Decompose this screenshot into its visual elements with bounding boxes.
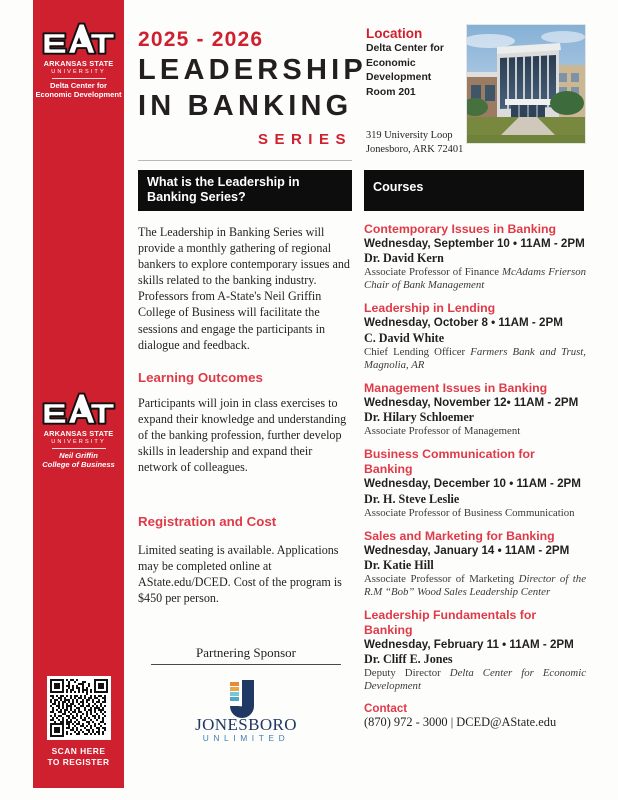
logo-divider [52, 78, 106, 79]
location-venue [366, 42, 462, 100]
course-item [364, 608, 586, 693]
contact-block [364, 702, 586, 730]
course-title: Leadership in Lending [364, 301, 496, 316]
page-title-line1: LEADERSHIP [138, 54, 367, 86]
astate-logo-icon [41, 392, 117, 426]
course-datetime: Wednesday, November 12• 11AM - 2PM [364, 395, 579, 409]
contact-heading: Contact [364, 702, 408, 716]
course-item [364, 529, 586, 599]
qr-caption [33, 746, 124, 767]
page-title-series: SERIES [257, 131, 352, 148]
courses-list [364, 222, 586, 730]
course-item [364, 447, 586, 519]
course-role-italic: McAdams Frierson Chair of Bank Management [364, 266, 586, 292]
course-role-plain: Deputy Director [364, 667, 450, 680]
course-speaker: C. David White [364, 330, 445, 345]
location-venue-line3: Room 201 [366, 86, 416, 98]
partnering-sponsor-heading: Partnering Sponsor [151, 645, 341, 665]
course-role [364, 667, 586, 693]
logo-divider [52, 448, 106, 449]
address-line1: 319 University Loop [366, 130, 453, 141]
course-item [364, 222, 586, 292]
course-title: Management Issues in Banking [364, 380, 548, 395]
address-line2: Jonesboro, ARK 72401 [366, 144, 464, 155]
course-title: Contemporary Issues in Banking [364, 222, 557, 236]
qr-code-icon[interactable] [47, 676, 111, 740]
course-speaker: Dr. Hilary Schloemer [364, 410, 475, 425]
course-role-plain: Associate Professor of Management [364, 425, 521, 438]
about-body-block [138, 224, 354, 353]
about-body: The Leadership in Banking Series will provide a monthly gathering of regional bankers to explore contemporary issues and skills related to the banking industry. Professors from A-State's Neil Griffin College of Business will facilitate the sessions and engage the participants in dialogue and feedback. [138, 225, 350, 352]
course-role-plain: Associate Professor of Finance [364, 266, 503, 279]
page-title-line2: IN BANKING [138, 90, 353, 122]
title-divider [138, 160, 352, 161]
location-heading: Location [366, 26, 423, 41]
course-role [364, 573, 586, 599]
svg-text:JONESBORO: JONESBORO [195, 715, 297, 734]
course-role-italic: Director of the R.M “Bob” Wood Sales Leadership Center [364, 573, 586, 599]
course-role-italic: Delta Center for Economic Development [364, 667, 586, 693]
course-role-plain: Associate Professor of Marketing [364, 573, 519, 586]
astate-dced-logo [33, 22, 124, 100]
course-speaker: Dr. Katie Hill [364, 558, 434, 573]
course-datetime: Wednesday, February 11 • 11AM - 2PM [364, 638, 574, 652]
registration-heading: Registration and Cost [138, 514, 277, 529]
course-role [364, 266, 586, 292]
delta-center-building-photo [466, 24, 586, 144]
course-speaker: Dr. David Kern [364, 251, 444, 266]
unit-name-line2: Economic Development [35, 90, 122, 100]
course-item [364, 301, 586, 371]
qr-caption-line2: TO REGISTER [47, 756, 110, 767]
learning-outcomes-block [138, 370, 354, 475]
college-name-line1: Neil Griffin [59, 451, 98, 460]
courses-section-header: Courses [364, 170, 584, 211]
course-role-italic: Farmers Bank and Trust, Magnolia, AR [364, 345, 586, 371]
course-title: Leadership Fundamentals for Banking [364, 608, 537, 638]
course-role [364, 425, 586, 438]
series-years: 2025 - 2026 [138, 28, 264, 51]
college-name-line2: College of Business [42, 460, 115, 470]
contact-details[interactable]: (870) 972 - 3000 | DCED@AState.edu [364, 715, 557, 730]
learning-outcomes-body: Participants will join in class exercises to expand their knowledge and understanding of the banking profession, further develop skills in leadership and expand their network of colleagues. [138, 396, 347, 475]
unit-name-line1: Delta Center for [50, 81, 107, 90]
course-title: Business Communication for Banking [364, 447, 535, 477]
jonesboro-unlimited-logo-icon [170, 676, 322, 744]
course-datetime: Wednesday, October 8 • 11AM - 2PM [364, 316, 563, 330]
registration-block [138, 514, 354, 606]
course-datetime: Wednesday, September 10 • 11AM - 2PM [364, 237, 585, 250]
register-qr-block[interactable] [33, 676, 124, 767]
university-name-line2: UNIVERSITY [51, 69, 106, 75]
university-name-line2: UNIVERSITY [51, 439, 106, 445]
qr-caption-line1: SCAN HERE [51, 746, 106, 756]
course-datetime: Wednesday, December 10 • 11AM - 2PM [364, 477, 581, 491]
astate-cob-logo [33, 392, 124, 470]
course-role [364, 507, 586, 520]
location-venue-line2: Economic Development [366, 57, 432, 84]
astate-logo-icon [41, 22, 117, 56]
university-name-line1: ARKANSAS STATE [43, 59, 114, 68]
course-datetime: Wednesday, January 14 • 11AM - 2PM [364, 543, 570, 557]
about-section-header: What is the Leadership in Banking Series? [138, 170, 352, 211]
location-venue-line1: Delta Center for [366, 43, 444, 54]
course-speaker: Dr. H. Steve Leslie [364, 491, 460, 506]
course-speaker: Dr. Cliff E. Jones [364, 652, 453, 667]
location-address [366, 129, 476, 157]
registration-body: Limited seating is available. Applications may be completed online at AState.edu/DCED. Cost of the program is $450 per person. [138, 543, 342, 606]
course-role-plain: Associate Professor of Business Communication [364, 506, 575, 519]
learning-outcomes-heading: Learning Outcomes [138, 370, 263, 385]
course-item [364, 381, 586, 438]
course-title: Sales and Marketing for Banking [364, 528, 555, 543]
course-role-plain: Chief Lending Officer [364, 345, 471, 358]
course-role [364, 346, 586, 372]
university-name-line1: ARKANSAS STATE [43, 429, 114, 438]
svg-text:UNLIMITED: UNLIMITED [202, 733, 290, 743]
